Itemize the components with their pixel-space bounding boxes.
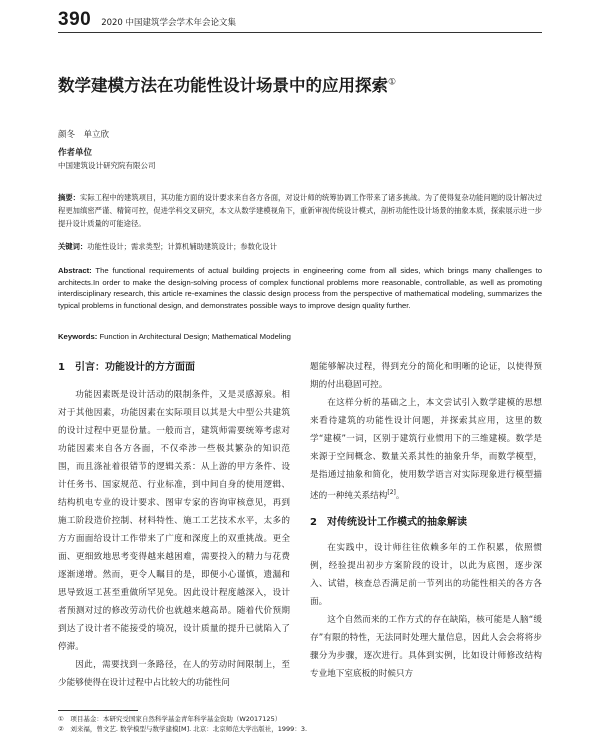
authors: 颜冬 单立欣 bbox=[58, 130, 110, 140]
citation-2: [2] bbox=[387, 489, 396, 496]
section-1-paragraph-3-text: 在这样分析的基础之上，本文尝试引入数学建模的思想来看待建筑的功能性设计问题，并探索其应用，这里的数学“建模”一词，区别于建筑行业惯用下的三维建模。数学是来源于空间概念、数量关系其性的抽象升华，而数学模型，是指通过抽象和简化，使用数学语言对实际现象进行模型描述的一种纯关系结构 bbox=[310, 398, 542, 501]
section-1-paragraph-3-end: 。 bbox=[395, 490, 405, 501]
left-column bbox=[58, 358, 290, 692]
keywords-cn-label: 关键词： bbox=[58, 242, 88, 251]
abstract-en bbox=[58, 265, 542, 311]
footnotes bbox=[58, 714, 542, 734]
journal-title: 2020 中国建筑学会学术年会论文集 bbox=[101, 18, 237, 28]
page-number: 390 bbox=[58, 9, 92, 30]
article-title-text: 数学建模方法在功能性设计场景中的应用探索 bbox=[58, 76, 388, 95]
section-1-paragraph-1: 功能因素既是设计活动的限制条件，又是灵感源泉。相对于其他因素，功能因素在实际项目以其是大中型公共建筑的设计过程中更显份量。一般而言，建筑师需要统筹考虑对功能因素来自各方各面，不仅牵涉一些极其繁杂的知识范围，而且涤祉着很错节的逻辑关系：从上游的甲方条件、设计任务书、国家规范、行业标准，到中间自身的使用逻辑、结构机电专业的设计要求、图审专家的咨询审核意见，再到施工阶段造价控制、材料特性、施工工艺技术水平，太多的方方面面给设计工作带来了广度和深度上的双重挑战。更全面、更细致地思考变得越来越困难，需要投入的精力与花费逐渐递增。然而，更令人瞩目的是，即便小心谨慎，遗漏和思导致返工甚至重做所罕见免。因此设计程度越深入，设计者预测对过的修改劳动代价也就越来越高昂。随着代价预期到达了设计者不能接受的境况，设计质量的提升已就陷入了停滞。 bbox=[58, 390, 290, 652]
section-2-paragraph-2: 这个自然而来的工作方式的存在缺陷，核可能是人脑“缓存”有限的特性，无法同时处理大量信息，因此人会会将将步骤分为步骤，逐次进行。具体到实例，比如设计师修改结构专业地下室底板的时候只方 bbox=[310, 614, 542, 679]
abstract-en-text: The functional requirements of actual building projects in engineering come from all sides, which brings many challenges to architects.In order to make the design-solving process of complex functional problems more reasonable, controllable, as well as promoting interdisciplinary research, this article re-examines the classic design process from the perspective of mathematical modeling, summarizes the typical problems in functional design, and demonstrates possible ways to improve design quality further. bbox=[58, 266, 543, 310]
keywords-cn bbox=[58, 242, 542, 252]
abstract-cn-text: 实际工程中的建筑项目，其功能方面的设计要求来自各方各面，对设计师的统筹协调工作带来了诸多挑战。为了使得复杂功能问题的设计解决过程更加缜密严谨、精简可控，促进学科交叉研究，本文从数学建模视角下，重新审视传统设计模式，剖析功能性设计场景的抽象本质，探索展示进一步提升设计质量的可能途径。 bbox=[58, 193, 543, 228]
right-column bbox=[310, 358, 542, 683]
footnote-rule bbox=[58, 710, 138, 711]
section-2-paragraph-1: 在实践中，设计师往往依赖多年的工作积累，依照惯例，经验提出初步方案阶段的设计，以此为底图，逐步深入、试错，核查总否满足前一节列出的功能性相关的各方各面。 bbox=[310, 542, 542, 607]
article-title bbox=[58, 72, 542, 96]
abstract-en-label: Abstract: bbox=[58, 266, 92, 275]
keywords-cn-text: 功能性设计；需求类型；计算机辅助建筑设计；参数化设计 bbox=[87, 242, 277, 251]
section-1-paragraph-2-continued: 题能够解决过程，得到充分的简化和明晰的论证，以使得预期的付出稳固可控。 bbox=[310, 362, 542, 390]
header-rule bbox=[58, 32, 542, 33]
affiliation-label: 作者单位 bbox=[58, 148, 93, 158]
footnote-2: ② 刘来福，曾文艺. 数学模型与数学建模[M]. 北京：北京师范大学出版社，1999：3. bbox=[58, 725, 308, 733]
affiliation: 中国建筑设计研究院有限公司 bbox=[58, 161, 156, 170]
running-head bbox=[58, 9, 236, 31]
section-1-paragraph-3 bbox=[310, 394, 542, 505]
keywords-en bbox=[58, 332, 542, 341]
title-footnote-marker: ① bbox=[388, 77, 397, 88]
footnote-1: ① 项目基金：本研究受国家自然科学基金青年科学基金资助（W2017125） bbox=[58, 715, 282, 723]
keywords-en-text: Function in Architectural Design; Mathematical Modeling bbox=[99, 332, 291, 341]
keywords-en-label: Keywords: bbox=[58, 332, 98, 341]
abstract-cn bbox=[58, 191, 542, 230]
section-1-heading: 1 引言：功能设计的方方面面 bbox=[58, 362, 195, 373]
section-1-paragraph-2: 因此，需要找到一条路径，在人的劳动时间限制上，至少能够使得在设计过程中占比较大的功能性问 bbox=[58, 660, 290, 688]
section-2-heading: 2 对传统设计工作模式的抽象解读 bbox=[310, 516, 467, 528]
abstract-cn-label: 摘要： bbox=[58, 193, 81, 202]
